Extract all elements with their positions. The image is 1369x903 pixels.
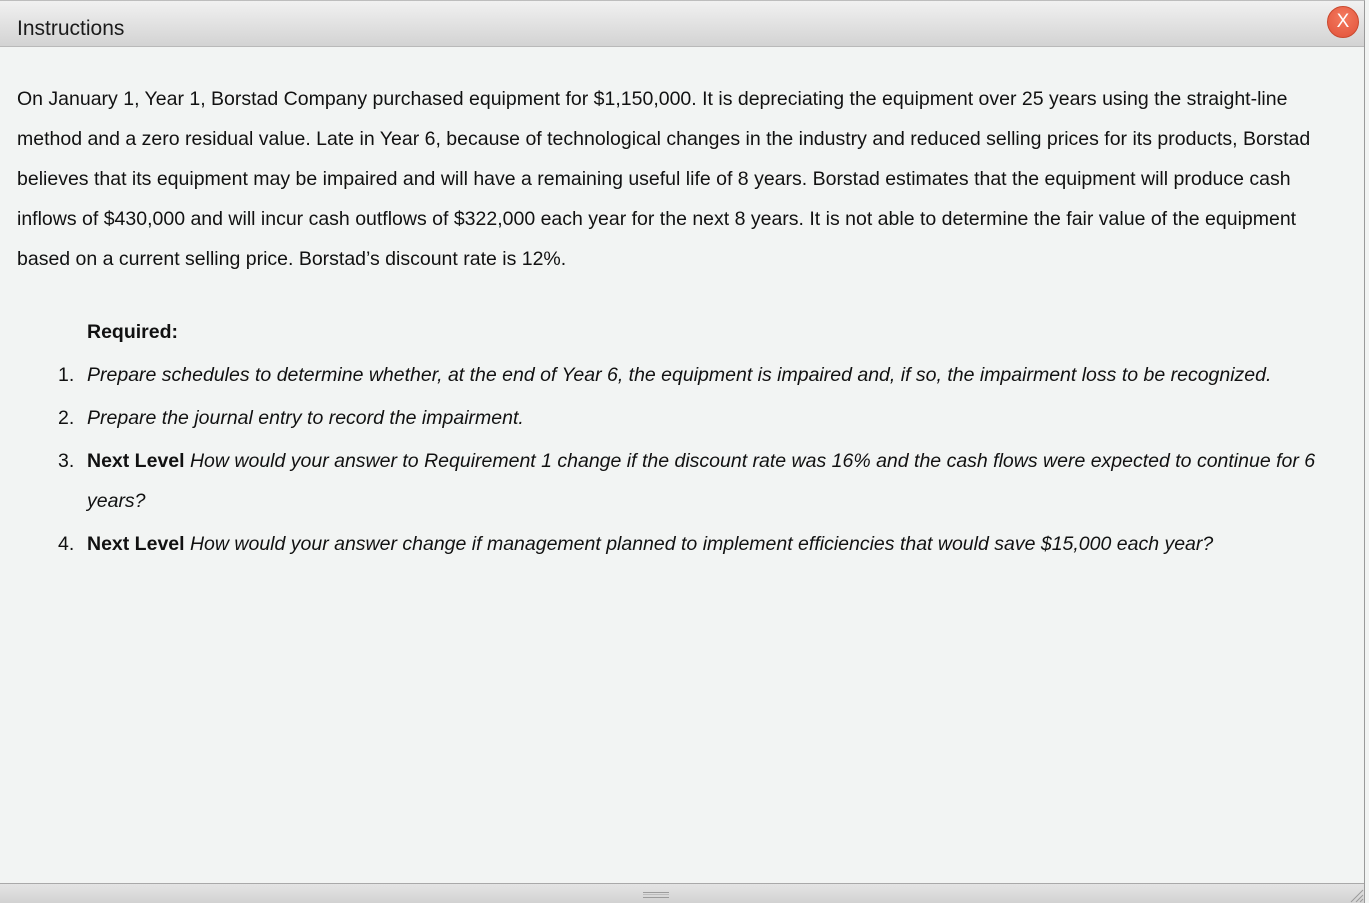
required-heading: Required: <box>87 321 179 343</box>
requirements-list <box>58 355 1318 567</box>
close-icon: X <box>1336 11 1350 32</box>
requirement-text: Prepare the journal entry to record the impairment. <box>87 407 524 429</box>
instructions-content <box>17 79 1352 279</box>
requirement-text: How would your answer change if management planned to implement efficiencies that would save $15,000 each year? <box>189 533 1214 555</box>
next-level-label: Next Level <box>87 450 190 472</box>
requirement-text: How would your answer to Requirement 1 change if the discount rate was 16% and the cash flows were expected to continue for 6 years? <box>87 450 1316 512</box>
requirement-item-2 <box>58 398 1318 438</box>
drag-handle-icon[interactable] <box>643 892 669 898</box>
requirement-number: 1. <box>58 364 75 386</box>
next-level-label: Next Level <box>87 533 190 555</box>
requirement-item-4 <box>58 524 1318 564</box>
requirement-number: 4. <box>58 533 75 555</box>
resize-grip-icon[interactable] <box>1348 887 1364 903</box>
requirement-item-1 <box>58 355 1318 395</box>
title-bar[interactable] <box>0 1 1364 47</box>
requirement-number: 3. <box>58 450 75 472</box>
problem-description: On January 1, Year 1, Borstad Company purchased equipment for $1,150,000. It is depreciating the equipment over 25 years using the straight-line method and a zero residual value. Late in Year 6, because of technological changes in the industry and reduced selling prices for its products, Borstad believes that its equipment may be impaired and will have a remaining useful life of 8 years. Borstad estimates that the equipment will produce cash inflows of $430,000 and will incur cash outflows of $322,000 each year for the next 8 years. It is not able to determine the fair value of the equipment based on a current selling price. Borstad’s discount rate is 12%. <box>17 88 1311 270</box>
window-title: Instructions <box>17 17 125 40</box>
bottom-bar <box>0 883 1364 903</box>
requirement-number: 2. <box>58 407 75 429</box>
requirement-text: Prepare schedules to determine whether, at the end of Year 6, the equipment is impaired and, if so, the impairment loss to be recognized. <box>87 364 1272 386</box>
close-button[interactable] <box>1327 6 1359 38</box>
requirement-item-3 <box>58 441 1318 521</box>
